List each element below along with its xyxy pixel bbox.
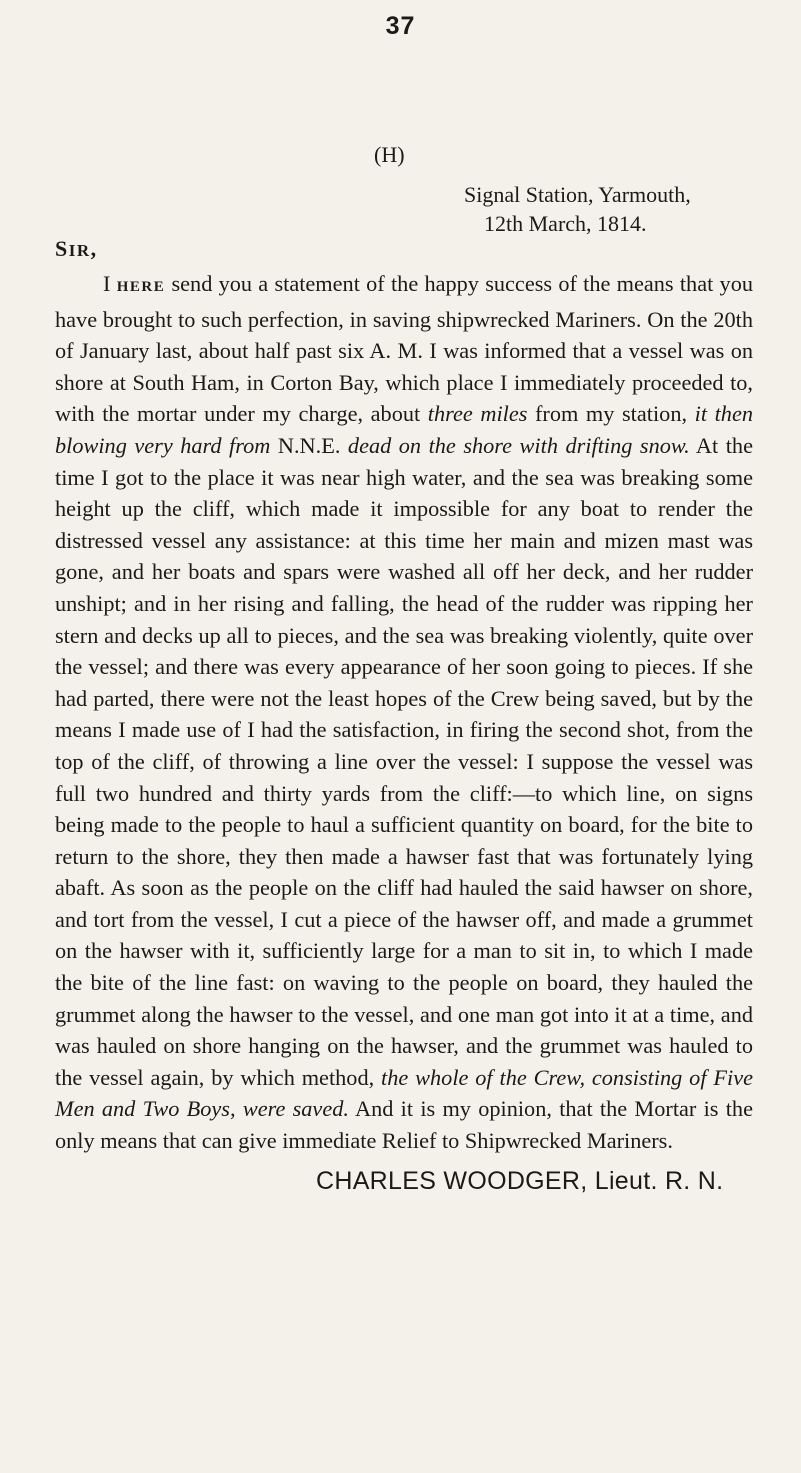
letter-paragraph bbox=[55, 268, 753, 1157]
page-number: 37 bbox=[385, 12, 416, 40]
dateline-place: Signal Station, Yarmouth, bbox=[464, 182, 691, 207]
dateline bbox=[464, 180, 691, 238]
letter-segment-4: At the time I got to the place it was near high water, and the sea was breaking some height up the cliff, which made it impossible for any boat to render the distressed vessel any assistance: at this time her main and mizen mast was gone, and her boats and spars were washed all off her deck, and her rudder unshipt; and in her rising and falling, the head of the rudder was ripping her stern and decks up all to pieces, and the sea was breaking violently, quite over the vessel; and there was every appearance of her soon going to pieces. If she had parted, there were not the least hopes of the Crew being saved, but by the means I made use of I had the satisfaction, in firing the second shot, from the top of the cliff, of throwing a line over the vessel: I suppose the vessel was full two hundred and thirty yards from the cliff:—to which line, on signs being made to the people to haul a sufficient quantity on board, for the bite to return to the shore, they then made a hawser fast that was fortunately lying abaft. As soon as the people on the cliff had hauled the said hawser on shore, and tort from the vessel, I cut a piece of the hawser off, and made a grummet on the hawser with it, sufficiently large for a man to sit in, to which I made the bite of the line fast: on waving to the people on board, they hauled the grummet along the hawser to the vessel, and one man got into it at a time, and was hauled on shore hanging on the hawser, and the grummet was hauled to the vessel again, by which method, bbox=[55, 432, 753, 1090]
lead-word: HERE bbox=[116, 279, 166, 295]
salutation bbox=[55, 236, 98, 262]
signature: CHARLES WOODGER, Lieut. R. N. bbox=[316, 1167, 724, 1195]
italic-phrase-crew-saved: the whole of the Crew, consisting of Five Men and Two Boys, were saved. bbox=[55, 1064, 753, 1122]
letter-segment-2: from my station, bbox=[527, 401, 695, 427]
salutation-initial: S bbox=[55, 236, 69, 261]
salutation-punct: , bbox=[90, 236, 98, 261]
letter-segment-1: send you a statement of the happy success of the means that you have brought to such perfection, in saving shipwrecked Mariners. On the 20th of January last, about half past six A. M. I was informed that a vessel was on shore at South Ham, in Corton Bay, which place I immediately proceeded to, with the mortar under my charge, about bbox=[55, 271, 754, 427]
dateline-date: 12th March, 1814. bbox=[484, 211, 647, 236]
italic-phrase-wind: it then blowing very hard from bbox=[55, 401, 753, 458]
section-label: (H) bbox=[374, 142, 405, 167]
letter-body bbox=[55, 268, 753, 1157]
salutation-rest: IR bbox=[68, 241, 91, 260]
letter-segment-3: N.N.E. bbox=[270, 432, 348, 458]
italic-phrase-distance: three miles bbox=[427, 401, 528, 427]
letter-segment-5: And it is my opinion, that the Mortar is the only means that can give immediate Relief to Shipwrecked Mariners. bbox=[55, 1096, 753, 1154]
italic-phrase-snow: dead on the shore with drifting snow. bbox=[347, 432, 690, 458]
lead-first-letter: I bbox=[103, 271, 111, 296]
